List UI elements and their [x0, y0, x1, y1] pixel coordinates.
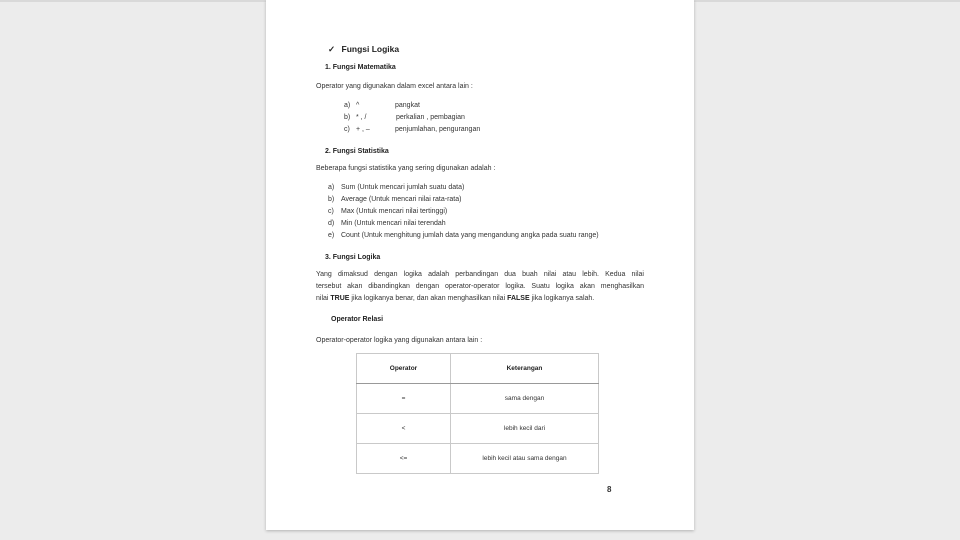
list-letter: c)	[328, 208, 334, 215]
relasi-intro: Operator-operator logika yang digunakan antara lain :	[316, 337, 483, 344]
section-heading	[328, 44, 399, 54]
false-keyword: FALSE	[507, 295, 530, 302]
list-item-text: Min (Untuk mencari nilai terendah	[341, 220, 446, 227]
table-row	[357, 444, 599, 474]
table-header-row	[357, 354, 599, 384]
column-header-keterangan: Keterangan	[451, 354, 599, 384]
logika-paragraph	[316, 269, 644, 305]
list-operator: ^	[356, 102, 360, 109]
list-operator: + , –	[356, 126, 370, 133]
list-letter: d)	[328, 220, 335, 227]
true-keyword: TRUE	[330, 295, 350, 302]
table-cell-operator: <	[357, 414, 451, 444]
list-description: perkalian , pembagian	[396, 114, 465, 121]
list-letter: a)	[328, 184, 335, 191]
table-cell-operator: <=	[357, 444, 451, 474]
paragraph-line	[316, 293, 644, 305]
table-cell-operator: =	[357, 384, 451, 414]
operator-table	[356, 353, 599, 474]
table-cell-keterangan: sama dengan	[451, 384, 599, 414]
list-description: pangkat	[395, 102, 420, 109]
paragraph-text: nilai	[316, 295, 331, 302]
table-cell-keterangan: lebih kecil dari	[451, 414, 599, 444]
list-description: penjumlahan, pengurangan	[395, 126, 481, 133]
table-row	[357, 414, 599, 444]
list-operator: * , /	[356, 114, 367, 121]
list-letter: b)	[344, 114, 351, 121]
paragraph-text: jika logikanya salah.	[529, 295, 595, 302]
subheading-operator-relasi: Operator Relasi	[331, 316, 384, 323]
matematika-intro: Operator yang digunakan dalam excel antara lain :	[316, 83, 473, 90]
list-letter: b)	[328, 196, 335, 203]
subheading-statistika: 2. Fungsi Statistika	[325, 148, 389, 155]
checkmark-icon: ✓	[328, 44, 336, 54]
paragraph-line: tersebut akan dibandingkan dengan operator-operator logika. Suatu logika akan menghasilkan	[316, 283, 644, 290]
list-letter: a)	[344, 102, 351, 109]
statistika-intro: Beberapa fungsi statistika yang sering digunakan adalah :	[316, 165, 496, 172]
section-heading-text: Fungsi Logika	[341, 44, 400, 54]
list-item-text: Count (Untuk menghitung jumlah data yang mengandung angka pada suatu range)	[341, 232, 599, 239]
paragraph-line: Yang dimaksud dengan logika adalah perbandingan dua buah nilai atau lebih. Kedua nilai	[316, 271, 644, 278]
list-item-text: Sum (Untuk mencari jumlah suatu data)	[341, 184, 465, 191]
list-letter: e)	[328, 232, 335, 239]
paragraph-text: jika logikanya benar, dan akan menghasilkan nilai	[349, 295, 508, 302]
table-row	[357, 384, 599, 414]
document-page	[266, 0, 694, 530]
subheading-matematika: 1. Fungsi Matematika	[325, 64, 396, 71]
list-letter: c)	[344, 126, 350, 133]
list-item-text: Average (Untuk mencari nilai rata-rata)	[341, 196, 462, 203]
table-cell-keterangan: lebih kecil atau sama dengan	[451, 444, 599, 474]
column-header-operator: Operator	[357, 354, 451, 384]
page-number: 8	[607, 485, 612, 494]
list-item-text: Max (Untuk mencari nilai tertinggi)	[341, 208, 448, 215]
subheading-logika: 3. Fungsi Logika	[325, 254, 381, 261]
